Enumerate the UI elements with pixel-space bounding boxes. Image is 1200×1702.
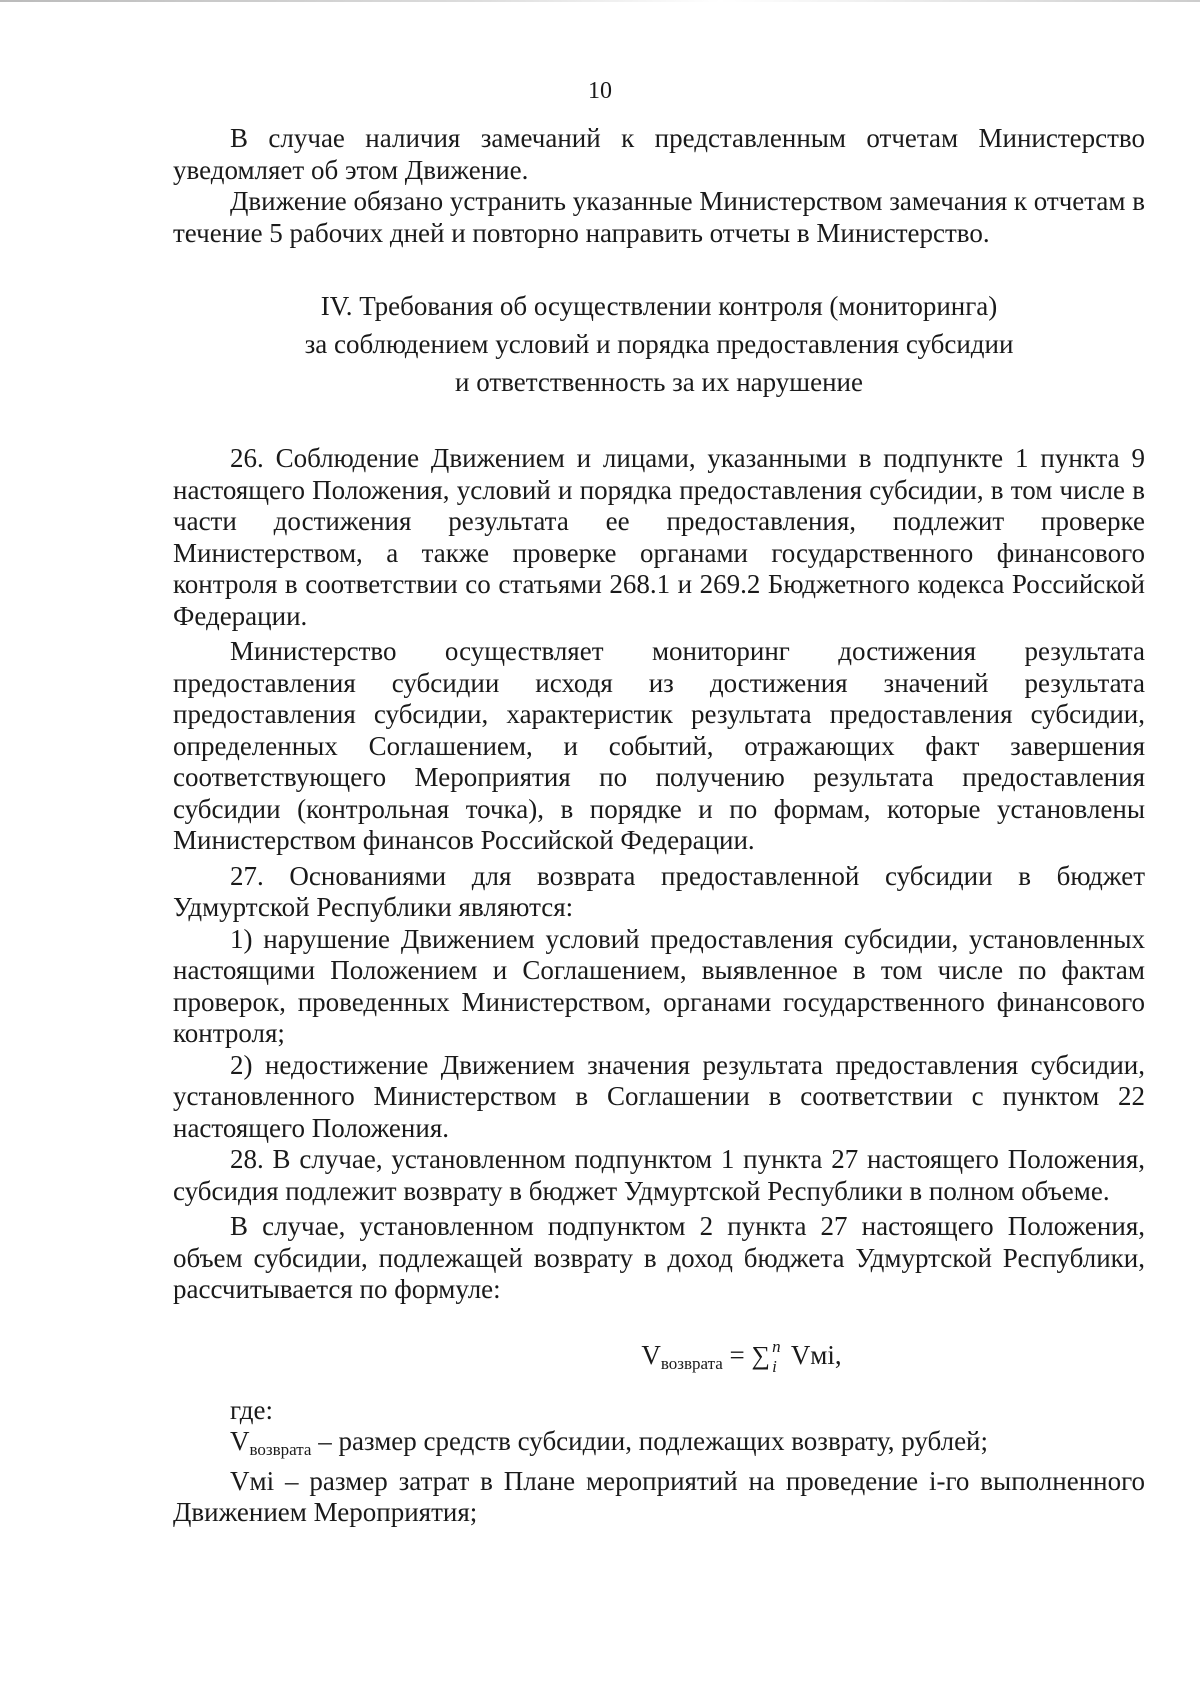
section-heading-line: за соблюдением условий и порядка предоставления субсидии: [304, 329, 1014, 359]
sum-limits: [770, 1336, 784, 1376]
document-body: [173, 123, 1145, 1529]
paragraph-27-item-1: 1) нарушение Движением условий предоставления субсидии, установленных настоящими Положением и Соглашением, выявленное в том числе по фактам проверок, проведенных Министерством, органами государственного финансового контроля;: [173, 923, 1145, 1048]
paragraph-27: 27. Основаниями для возврата предоставленной субсидии в бюджет Удмуртской Республики являются:: [173, 860, 1145, 922]
definitions-where: где:: [230, 1394, 273, 1425]
paragraph-26: 26. Соблюдение Движением и лицами, указанными в подпункте 1 пункта 9 настоящего Положения, условий и порядка предоставления субсидии, в том числе в части достижения результата ее предоставления, подлежит проверке Министерством, а также проверке органами государственного финансового контроля в соответствии со статьями 268.1 и 269.2 Бюджетного кодекса Российской Федерации.: [173, 443, 1145, 631]
definition-subscript: возврата: [249, 1440, 312, 1459]
return-formula: [338, 1338, 1145, 1381]
paragraph-fix-remarks: Движение обязано устранить указанные Министерством замечания к отчетам в течение 5 рабочих дней и повторно направить отчеты в Министерство.: [173, 186, 1145, 248]
paragraph-formula-intro: В случае, установленном подпунктом 2 пункта 27 настоящего Положения, объем субсидии, подлежащей возврату в доход бюджета Удмуртской Республики, рассчитывается по формуле:: [173, 1211, 1145, 1304]
definition-text: – размер средств субсидии, подлежащих возврату, рублей;: [311, 1426, 989, 1456]
paragraph-monitoring: Министерство осуществляет мониторинг достижения результата предоставления субсидии исходя из достижения значений результата предоставления субсидии, характеристик результата предоставления субсидии, определенных Соглашением, и событий, отражающих факт завершения соответствующего Мероприятия по получению результата предоставления субсидии (контрольная точка), в порядке и по формам, которые установлены Министерством финансов Российской Федерации.: [173, 636, 1145, 855]
formula-lhs: V: [641, 1339, 661, 1370]
formula-lhs-subscript: возврата: [660, 1353, 723, 1373]
definition-v-return: [173, 1426, 1145, 1466]
page-number: 10: [588, 78, 612, 104]
paragraph-28: 28. В случае, установленном подпунктом 1 пункта 27 настоящего Положения, субсидия подлежит возврату в бюджет Удмуртской Республики в полном объеме.: [173, 1144, 1145, 1206]
section-heading-line: и ответственность за их нарушение: [455, 367, 863, 397]
sum-lower-limit: i: [772, 1356, 777, 1376]
paragraph-27-item-2: 2) недостижение Движением значения результата предоставления субсидии, установленного Министерством в Соглашении в соответствии с пунктом 22 настоящего Положения.: [173, 1049, 1145, 1143]
section-heading: [173, 287, 1145, 401]
sum-symbol: ∑: [751, 1340, 771, 1370]
definition-v-mi: Vмi – размер затрат в Плане мероприятий на проведение i-го выполненного Движением Мероприятия;: [173, 1465, 1145, 1527]
formula-term: Vмi,: [790, 1339, 842, 1370]
formula-equals: =: [729, 1339, 745, 1370]
sum-upper-limit: n: [772, 1336, 781, 1356]
section-heading-line: IV. Требования об осуществлении контроля (мониторинга): [320, 291, 998, 321]
definition-symbol: V: [230, 1426, 250, 1456]
paragraph-remarks: В случае наличия замечаний к представленным отчетам Министерство уведомляет об этом Движение.: [173, 123, 1145, 185]
scan-edge: [0, 0, 1200, 2]
